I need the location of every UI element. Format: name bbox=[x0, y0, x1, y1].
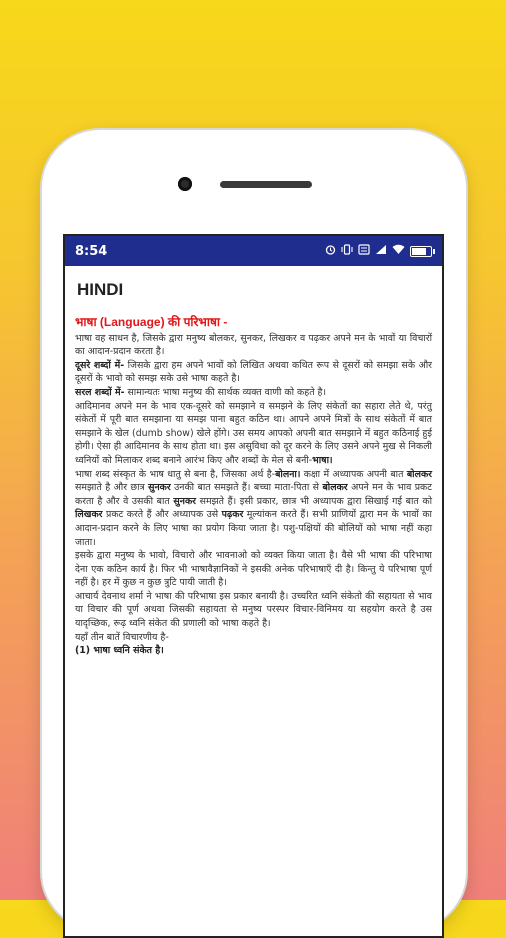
paragraph-7: आचार्य देवनाथ शर्मा ने भाषा की परिभाषा इस प्रकार बनायी है। उच्चरित ध्वनि संकेतो की सहायता से भाव या विचार की पूर्ण अथवा जिसकी सहायता से मनुष्य परस्पर विचार-विनिमय या सहयोग करते है उस यादृच्छिक, रूढ़ ध्वनि संकेत की प्रणाली को भाषा कहते है। bbox=[75, 590, 432, 630]
paragraph-2-text: जिसके द्वारा हम अपने भावों को लिखित अथवा कथित रूप से दूसरों को समझा सके और दूसरों के भावो को समझ सके उसे भाषा कहते है। bbox=[75, 359, 432, 385]
p5-f: समझते हैं। इसी प्रकार, छात्र भी अध्यापक द्वारा सिखाई गई बात को bbox=[195, 495, 432, 507]
vibrate-icon bbox=[341, 244, 353, 258]
p5-e: अपने मन के भाव प्रकट करता है और वे उसकी बात bbox=[75, 482, 432, 507]
article-body bbox=[75, 316, 432, 658]
p5-w2: बोलकर bbox=[406, 468, 432, 480]
alarm-icon bbox=[325, 244, 336, 258]
paragraph-3-label: सरल शब्दों में- bbox=[75, 386, 125, 398]
p5-w4: बोलकर bbox=[322, 482, 348, 494]
paragraph-3-text: सामान्यतः भाषा मनुष्य की सार्थक व्यक्त वाणी को कहते है। bbox=[124, 386, 327, 398]
p5-word: बोलना। bbox=[275, 468, 301, 480]
p5-b: कक्षा में अध्यापक अपनी बात bbox=[300, 468, 407, 480]
p5-w6: लिखकर bbox=[75, 509, 103, 521]
paragraph-6: इसके द्वारा मनुष्य के भावो, विचारो और भावनाओ को व्यक्त किया जाता है। वैसे भी भाषा की परिभाषा देना एक कठिन कार्य है। फिर भी भाषावैज्ञानिकों ने इसकी अनेक परिभाषाएँ दी है। किन्तु ये परिभाषा पूर्ण नहीं है। हर में कुछ न कुछ त्रुटि पायी जाती है। bbox=[75, 550, 432, 589]
paragraph-4-text: आदिमानव अपने मन के भाव एक-दूसरे को समझाने व समझने के लिए संकेतों का सहारा लेते थे, परंतु संकेतों में पूरी बात समझाना या समझ पाना बहुत कठिन था। आपने अपने मित्रों के साथ संकेतों में बात समझाने के खेल (dumb show) खेले होंगे। उस समय आपको अपनी बात समझाने में बहुत कठिनाई हुई होगी। ऐसा ही आदिमानव के साथ होता था। इस असुविधा को दूर करने के लिए उसने अपने मुख से निकली ध्वनियों को मिलाकर शब्द बनाने आरंभ किए और शब्दों के मेल से बनी- bbox=[75, 400, 432, 466]
status-bar bbox=[65, 236, 442, 266]
earpiece-speaker bbox=[220, 181, 312, 188]
p5-w5: सुनकर bbox=[173, 495, 196, 507]
p5-a: भाषा शब्द संस्कृत के भाष धातु से बना है, जिसका अर्थ है- bbox=[75, 468, 276, 480]
p5-w3: सुनकर bbox=[148, 482, 171, 494]
paragraph-5 bbox=[75, 468, 432, 550]
p5-g: प्रकट करते हैं और अध्यापक उसे bbox=[102, 509, 222, 521]
status-icons bbox=[325, 244, 432, 258]
p5-d: उनकी बात समझते हैं। बच्चा माता-पिता से bbox=[170, 482, 323, 494]
page-title: HINDI bbox=[77, 280, 124, 299]
battery-icon bbox=[410, 246, 432, 257]
p5-w7: पढ़कर bbox=[221, 509, 244, 521]
content-area bbox=[65, 266, 442, 658]
wifi-icon bbox=[392, 244, 405, 258]
data-icon bbox=[358, 244, 370, 258]
paragraph-2-label: दूसरे शब्दों में- bbox=[75, 359, 125, 371]
paragraph-9: (1) भाषा ध्वनि संकेत है। bbox=[75, 645, 164, 657]
signal-icon bbox=[375, 244, 387, 258]
p5-h: मूल्यांकन करते हैं। सभी प्राणियों द्वारा मन के भावों का आदान-प्रदान करने के लिए भाषा का प्रयोग किया जाता है। पशु-पक्षियों की बोलियों को भाषा नहीं कहा जाता। bbox=[75, 509, 432, 548]
status-time: 8:54 bbox=[75, 243, 108, 259]
paragraph-4-end: भाषा। bbox=[312, 454, 333, 466]
front-camera bbox=[178, 177, 192, 191]
paragraph-2 bbox=[75, 359, 432, 386]
paragraph-8: यहाँ तीन बातें विचारणीय है- bbox=[75, 631, 169, 643]
p5-c: समझाते है और छात्र bbox=[75, 482, 149, 494]
paragraph-1: भाषा वह साधन है, जिसके द्वारा मनुष्य बोलकर, सुनकर, लिखकर व पढ़कर अपने मन के भावों या विचारों का आदान-प्रदान करता है। bbox=[75, 332, 432, 358]
article-heading: भाषा (Language) की परिभाषा - bbox=[75, 315, 228, 329]
paragraph-4 bbox=[75, 400, 432, 468]
paragraph-3 bbox=[75, 386, 432, 400]
phone-frame bbox=[42, 130, 466, 930]
app-screen bbox=[63, 234, 444, 938]
